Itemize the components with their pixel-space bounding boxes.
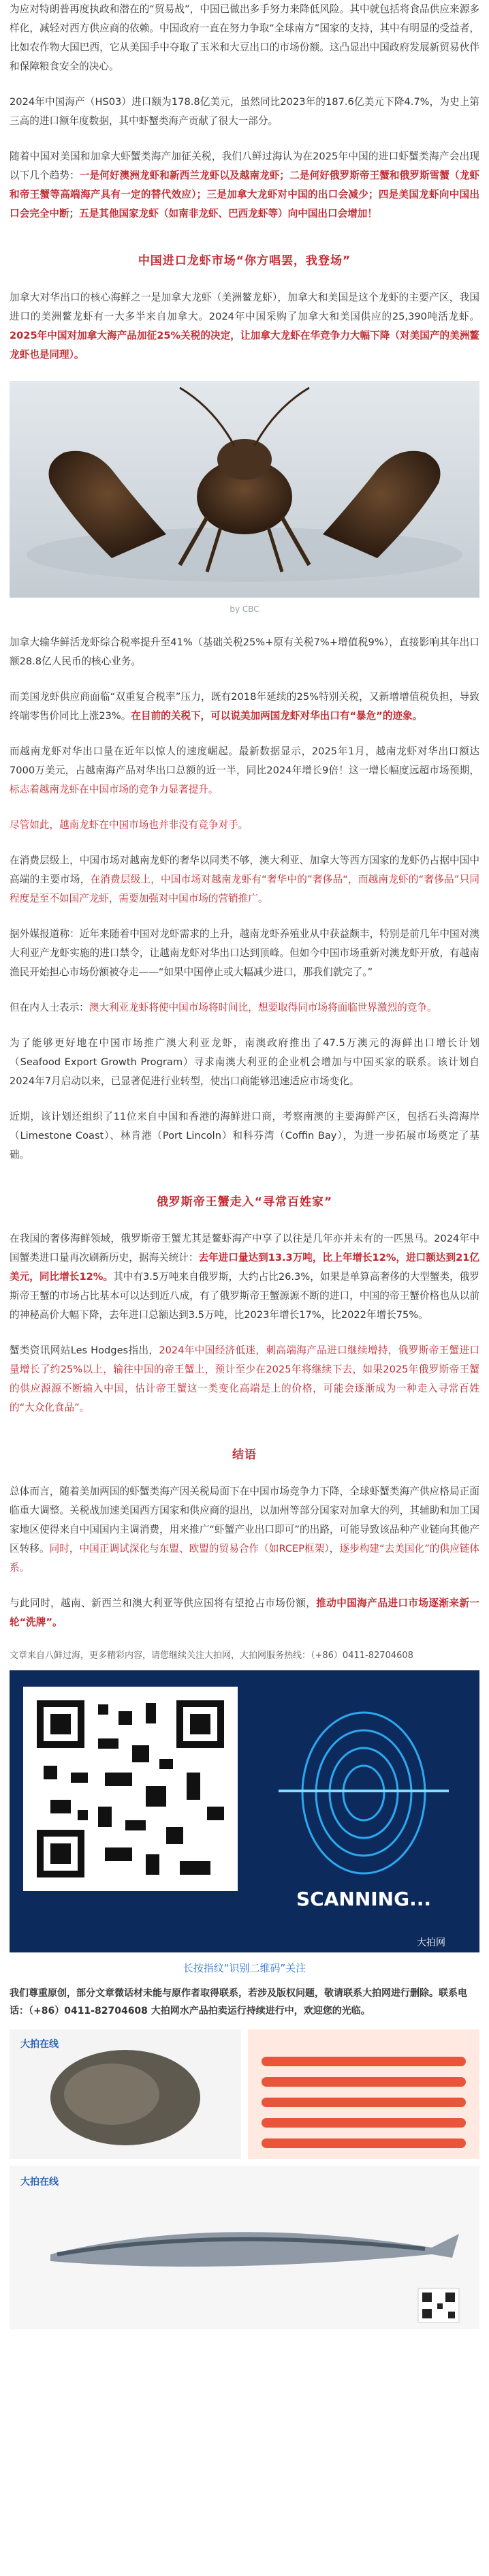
s2p1-tail: 其中有3.5万吨来自俄罗斯，大约占比26.3%，如果是单算高奢侈的大型蟹类，俄罗斯帝王蟹的市场占比基本可以达到近八成，有了俄罗斯帝王蟹源源不断的进口，中国的帝王蟹价格也从以前的神秘高价大幅下降，去年进口总额达到3.5万吨，比2023年增长17%，比2022年增长75%。 bbox=[10, 1271, 479, 1321]
section2-paragraph-1 bbox=[10, 1229, 479, 1325]
intro-p3-highlight: 一是何好澳洲龙虾和新西兰龙虾以及越南龙虾；二是何好俄罗斯帝王蟹和俄罗斯雪蟹（龙虾和帝王蟹等高端海产具有一定的替代效应）；三是加拿大龙虾对中国的出口会减少；四是美国龙虾向中国出口会完全中断；五是其他国家龙虾（如南非龙虾、巴西龙虾等）向中国出口会增加！ bbox=[10, 170, 479, 219]
section1-paragraph-8 bbox=[10, 998, 479, 1017]
copyright-note: 我们尊重原创，部分文章微话材未能与原作者取得联系，若涉及版权问题，敬请联系大拍网进行删除。联系电话：（+86）0411-82704608 大拍网水产品拍卖运行持续进行中，欢迎您的光临。 bbox=[10, 1988, 467, 2017]
qr-code-banner[interactable] bbox=[10, 1670, 479, 1952]
intro-p3-text: 随着中国对美国和加拿大虾蟹类海产加征关税，我们八鲜过海认为在2025年中国的进口虾蟹类海产会出现以下几个趋势： bbox=[10, 151, 479, 181]
conclusion-title: 结语 bbox=[232, 1448, 257, 1462]
conclusion-paragraph-2 bbox=[10, 1594, 479, 1632]
source-note: 文章来自八鲜过海，更多精彩内容，请您继续关注大拍网，大拍网服务热线：（+86）0411-82704608 bbox=[10, 1651, 413, 1661]
watermark-text: 大拍网 bbox=[417, 1937, 445, 1948]
intro-paragraph-3 bbox=[10, 147, 479, 224]
intro-paragraph-1: 为应对特朗普再度执政和潜在的“贸易战”，中国已做出多手努力来降低风险。其中就包括将食品供应来源多样化，减轻对西方供应商的依赖。中国政府一直在努力争取“全球南方”国家的支持，其中有明显的受益者，比如农作物大国巴西，它从美国手中夺取了玉米和大豆出口的市场份额。这凸显出中国政府发展新贸易伙伴和保障粮食安全的决心。 bbox=[10, 3, 479, 72]
c2-highlight: 推动中国海产品进口市场逐渐来新一轮“洗牌”。 bbox=[10, 1597, 479, 1628]
section2-title: 俄罗斯帝王蟹走入“寻常百姓家” bbox=[156, 1195, 333, 1209]
product-photos bbox=[10, 2029, 479, 2329]
s1p8-highlight: 澳大利亚龙虾将使中国市场将时间比，想要取得同市场将面临世界激烈的竞争。 bbox=[89, 1002, 437, 1013]
s2p1-highlight: 去年进口量达到13.3万吨，比上年增长12%，进口额达到21亿美元，同比增长12%。 bbox=[10, 1252, 479, 1283]
s1p1-text: 加拿大对华出口的核心海鲜之一是加拿大龙虾（美洲鳌龙虾），加拿大和美国是这个龙虾的主要产区，我国进口的美洲鳌龙虾有一大多半来自加拿大。2024年中国采购了加拿大和美国供应的25,390吨活龙虾。 bbox=[10, 292, 479, 322]
section1-paragraph-6 bbox=[10, 851, 479, 908]
scanning-label: SCANNING... bbox=[296, 1888, 431, 1910]
section1-paragraph-2: 加拿大输华鲜活龙虾综合税率提升至41%（基础关税25%+原有关税7%+增值税9%），直接影响其年出口额28.8亿人民币的核心业务。 bbox=[10, 637, 479, 667]
s1p1-highlight: 2025年中国对加拿大海产品加征25%关税的决定，让加拿大龙虾在华竞争力大幅下降（对美国产的美洲鳌龙虾也是同理）。 bbox=[10, 330, 479, 361]
section1-paragraph-4 bbox=[10, 742, 479, 799]
s2p2-text: 蟹类资讯网站Les Hodges指出， bbox=[10, 1345, 159, 1356]
s1p4-text: 而越南龙虾对华出口量在近年以惊人的速度崛起。最新数据显示，2025年1月，越南龙虾对华出口额达7000万美元，占越南海产品对华出口总额的近一半，同比2024年增长9倍！这一增长幅度远超市场预期， bbox=[10, 746, 479, 776]
s2p2-highlight: 2024年中国经济低迷，刺高端海产品进口继续增持，俄罗斯帝王蟹进口量增长了约25%以上，输往中国的帝王蟹上，预计至少在2025年将继续下去，如果2025年俄罗斯帝王蟹的供应源源不断输入中国，估计帝王蟹这一类变化高端是上的价格，可能会逐渐成为一种走入寻常百姓的“大众化食品”。 bbox=[10, 1345, 479, 1413]
s2p1-text: 在我国的奢侈海鲜领域，俄罗斯帝王蟹尤其是鳌虾海产中享了以往是几年亦并未有的一匹黑马。2024年中国蟹类进口量再次刷新历史，据海关统计： bbox=[10, 1233, 479, 1263]
scan-caption: 长按指纹“识别二维码”关注 bbox=[183, 1962, 306, 1974]
s1p3-text: 而美国龙虾供应商面临“双重复合税率”压力，既有2018年延续的25%特别关税，又新增增值税负担，导致终端零售价同比上涨23%。 bbox=[10, 691, 479, 722]
section1-paragraph-1 bbox=[10, 288, 479, 365]
brand-logo-2: 大拍在线 bbox=[20, 2177, 59, 2188]
intro-paragraph-2: 2024年中国海产（HS03）进口额为178.8亿美元，虽然同比2023年的187.6亿美元下降4.7%，为史上第三高的进口额年度数据，其中虾蟹类海产贡献了很大一部分。 bbox=[10, 96, 479, 127]
lobster-photo bbox=[10, 381, 479, 598]
image-credit: by CBC bbox=[230, 604, 259, 614]
s1p8-text: 但在内人士表示： bbox=[10, 1002, 89, 1013]
s1p4-highlight: 标志着越南龙虾在中国市场的竞争力显著提升。 bbox=[10, 784, 219, 795]
section1-paragraph-3 bbox=[10, 688, 479, 726]
s1p6-text: 在消费层级上，中国市场对越南龙虾的奢华以同类不够，澳大利亚、加拿大等西方国家的龙虾仍占据中国中高端的主要市场， bbox=[10, 855, 479, 885]
section1-paragraph-5: 尽管如此，越南龙虾在中国市场也并非没有竞争对手。 bbox=[10, 819, 249, 831]
c1-text: 总体而言，随着美加两国的虾蟹类海产因关税局面下在中国市场竞争力下降，全球虾蟹类海产供应格局正面临重大调整。关税战加速美国西方国家和供应商的退出，以加州等部分国家对加拿大的列，其辅助和加工国家地区使得来自中国国内主调消费，用来推广“虾蟹产业出口即可”的出路，可能导致该品种产业链向其他产区转移。 bbox=[10, 1486, 479, 1554]
brand-logo-1: 大拍在线 bbox=[20, 2039, 59, 2050]
s1p3-highlight: 在目前的关税下，可以说美加两国龙虾对华出口有“暴危”的迹象。 bbox=[131, 710, 423, 722]
s1p6-highlight: 在消费层级上，中国市场对越南龙虾有“奢华中的”奢侈品“，而越南龙虾的“奢侈品”只同程度是至不如国产龙虾，需要加强对中国市场的营销推广。 bbox=[10, 874, 479, 904]
section1-title: 中国进口龙虾市场“你方唱罢，我登场” bbox=[138, 254, 351, 268]
section1-paragraph-10: 近期，该计划还组织了11位来自中国和香港的海鲜进口商，考察南澳的主要海鲜产区，包括石头湾海岸（Limestone Coast）、林肯港（Port Lincoln）和科芬湾（Coffin Bay），为进一步拓展市场奠定了基础。 bbox=[10, 1111, 479, 1161]
section1-paragraph-9: 为了能够更好地在中国市场推广澳大利亚龙虾，南澳政府推出了47.5万澳元的海鲜出口增长计划（Seafood Export Growth Program）寻求南澳大利亚的企业机会增加与中国买家的联系。该计划自2024年7月启动以来，已显著促进行业转型，使出口商能够迅速适应市场变化。 bbox=[10, 1037, 479, 1087]
section2-paragraph-2 bbox=[10, 1341, 479, 1417]
section1-paragraph-7: 据外媒报道称：近年来随着中国对龙虾需求的上升，越南龙虾养殖业从中获益颇丰，特别是前几年中国对澳大利亚产龙虾实施的进口禁令，让越南龙虾对华出口达到顶峰。但如今中国市场重新对澳龙虾开放，有越南渔民开始担心市场份额被夺走——“如果中国停止或大幅减少进口，那我们就完了。” bbox=[10, 928, 479, 978]
c2-text: 与此同时，越南、新西兰和澳大利亚等供应国将有望抢占市场份额， bbox=[10, 1597, 317, 1609]
conclusion-paragraph-1 bbox=[10, 1482, 479, 1578]
c1-highlight: 同时，中国正调试深化与东盟、欧盟的贸易合作（如RCEP框架），逐步构建“去美国化”的供应链体系。 bbox=[10, 1543, 479, 1574]
